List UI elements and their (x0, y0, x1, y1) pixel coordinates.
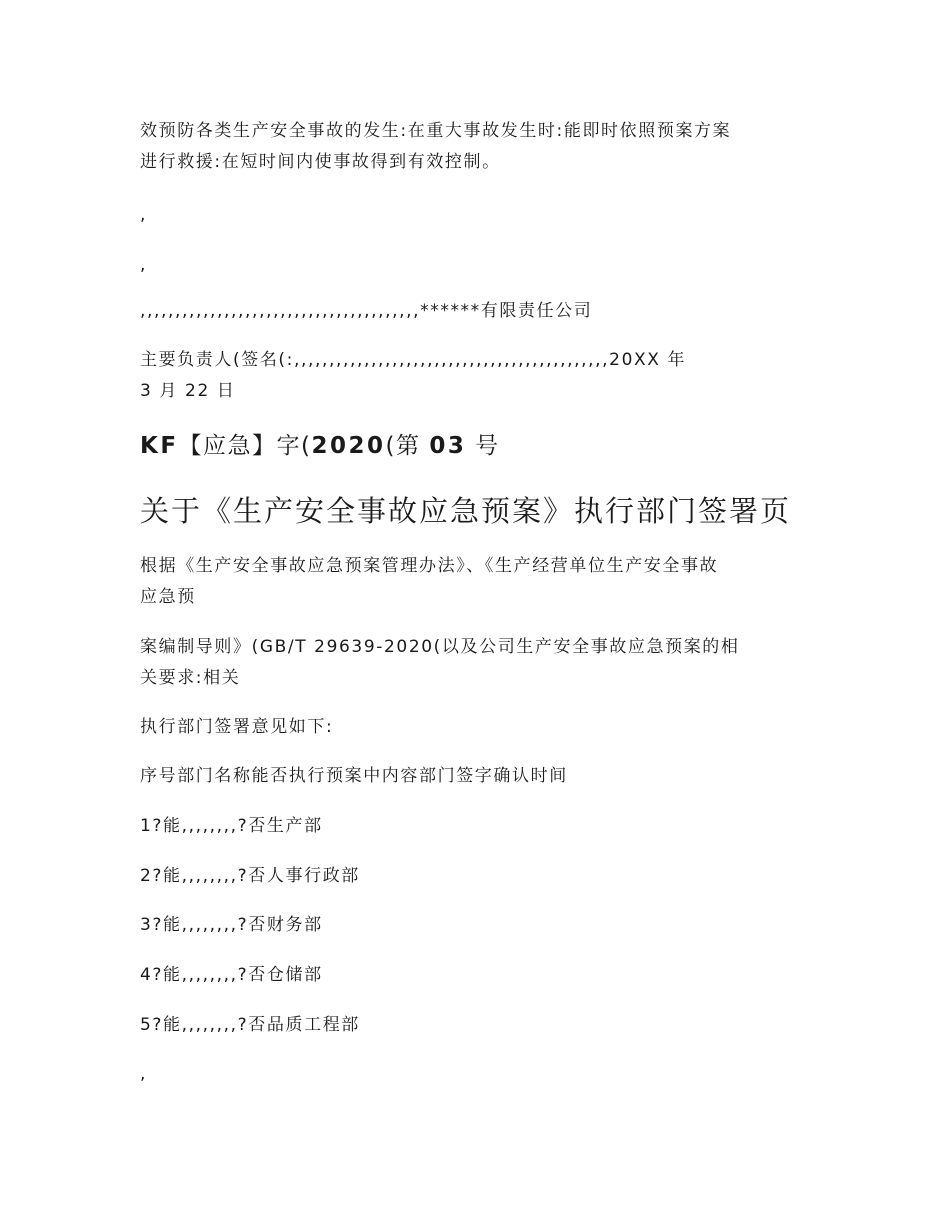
company-name-line: ,,,,,,,,,,,,,,,,,,,,,,,,,,,,,,,,,,,,,,,,******有限责任公司 (140, 301, 593, 321)
doc-number-hao: 号 (466, 433, 500, 459)
intro-paragraph-line-1: 效预防各类生产安全事故的发生:在重大事故发生时:能即时依照预案方案 (140, 121, 732, 141)
basis-line-4: 关要求:相关 (140, 668, 241, 688)
doc-number-year: 2020 (311, 433, 386, 459)
department-row-2: 2?能,,,,,,,,?否人事行政部 (140, 866, 360, 886)
department-row-5: 5?能,,,,,,,,?否品质工程部 (140, 1015, 360, 1035)
doc-number-category: 【应急】字( (178, 433, 312, 459)
department-row-4: 4?能,,,,,,,,?否仓储部 (140, 965, 323, 985)
table-header: 序号部门名称能否执行预案中内容部门签字确认时间 (140, 766, 568, 786)
doc-number-di: (第 (385, 433, 430, 459)
opinion-intro: 执行部门签署意见如下: (140, 717, 334, 737)
document-number (140, 430, 500, 462)
signature-date-line: 3 月 22 日 (140, 381, 236, 401)
basis-line-2: 应急预 (140, 587, 196, 607)
intro-paragraph-line-2: 进行救援:在短时间内使事故得到有效控制。 (140, 152, 501, 172)
doc-number-value: 03 (429, 433, 467, 459)
stray-comma-2: , (140, 255, 148, 275)
basis-line-3: 案编制导则》(GB/T 29639-2020(以及公司生产安全事故应急预案的相 (140, 637, 740, 657)
stray-comma-1: , (140, 205, 148, 225)
basis-line-1: 根据《生产安全事故应急预案管理办法》、《生产经营单位生产安全事故 (140, 556, 719, 576)
department-row-3: 3?能,,,,,,,,?否财务部 (140, 915, 323, 935)
signature-line: 主要负责人(签名(:,,,,,,,,,,,,,,,,,,,,,,,,,,,,,,,,,,,,,,,,,,,,,20XX 年 (140, 350, 687, 370)
stray-comma-3: , (140, 1064, 148, 1084)
doc-number-prefix: KF (140, 433, 179, 459)
page-title: 关于《生产安全事故应急预案》执行部门签署页 (140, 494, 792, 528)
department-row-1: 1?能,,,,,,,,?否生产部 (140, 816, 323, 836)
